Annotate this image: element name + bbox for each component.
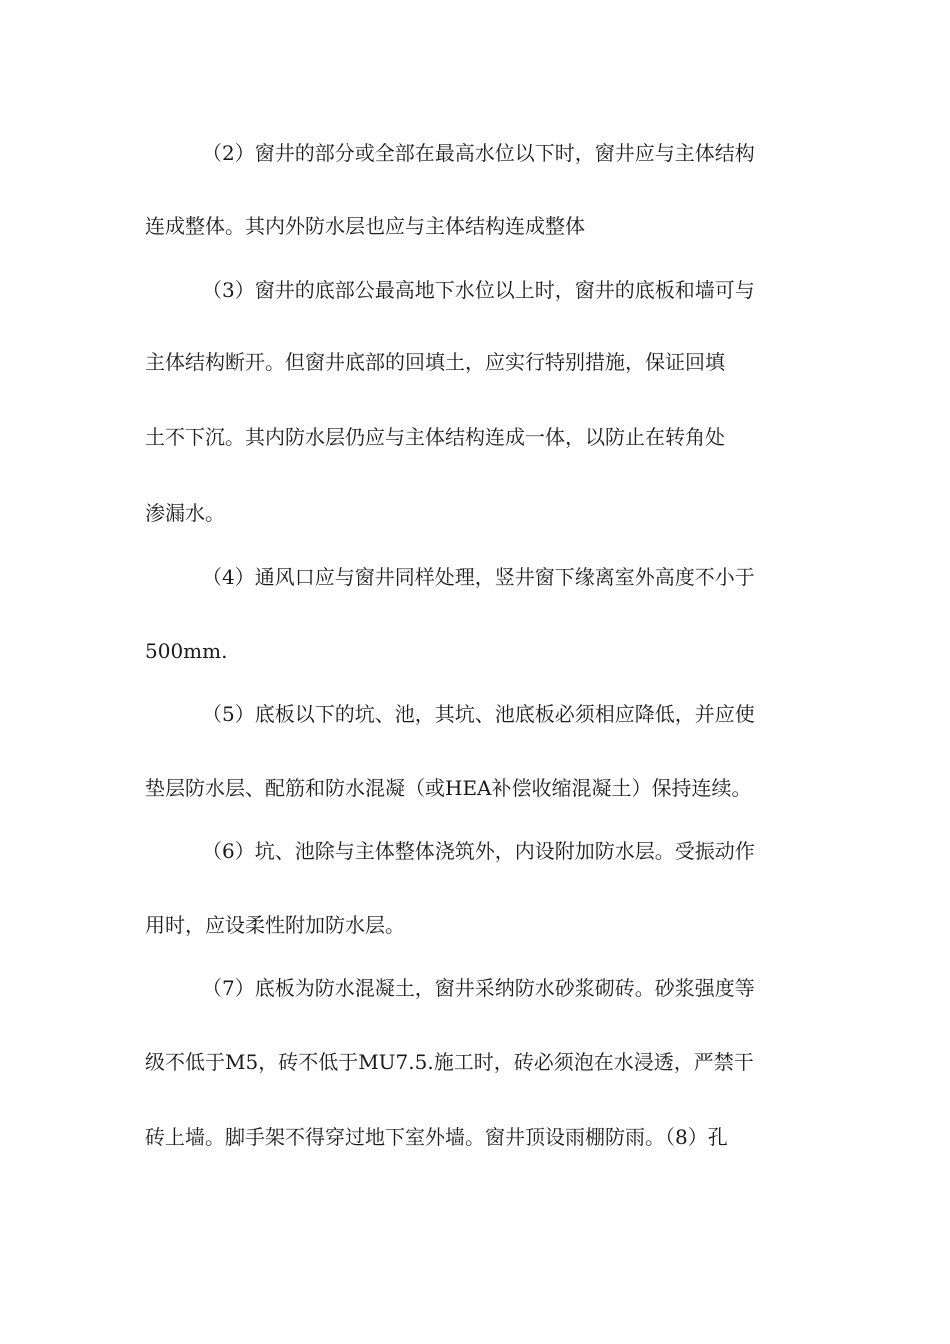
paragraph-line: 连成整体。其内外防水层也应与主体结构连成整体 xyxy=(145,214,585,238)
paragraph-line: （5）底板以下的坑、池，其坑、池底板必须相应降低，并应使 xyxy=(202,702,755,726)
paragraph-line: 土不下沉。其内防水层仍应与主体结构连成一体，以防止在转角处 xyxy=(145,425,725,449)
paragraph-line: 渗漏水。 xyxy=(145,501,225,525)
paragraph-line: 用时，应设柔性附加防水层。 xyxy=(145,913,405,937)
paragraph-line: 砖上墙。脚手架不得穿过地下室外墙。窗井顶设雨棚防雨。（8）孔 xyxy=(145,1125,728,1149)
paragraph-line: 主体结构断开。但窗井底部的回填土，应实行特别措施，保证回填 xyxy=(145,350,725,374)
paragraph-line: 级不低于M5，砖不低于MU7.5.施工时，砖必须泡在水浸透，严禁干 xyxy=(145,1050,754,1074)
paragraph-line: 垫层防水层、配筋和防水混凝（或HEA补偿收缩混凝土）保持连续。 xyxy=(145,776,752,800)
paragraph-line: （7）底板为防水混凝土，窗井采纳防水砂浆砌砖。砂浆强度等 xyxy=(202,976,755,1000)
paragraph-line: （3）窗井的底部公最高地下水位以上时，窗井的底板和墙可与 xyxy=(202,278,755,302)
paragraph-line: （2）窗井的部分或全部在最高水位以下时，窗井应与主体结构 xyxy=(202,141,755,165)
paragraph-line: （4）通风口应与窗井同样处理，竖井窗下缘离室外高度不小于 xyxy=(202,565,755,589)
paragraph-line: 500mm. xyxy=(145,639,228,663)
paragraph-line: （6）坑、池除与主体整体浇筑外，内设附加防水层。受振动作 xyxy=(202,839,755,863)
